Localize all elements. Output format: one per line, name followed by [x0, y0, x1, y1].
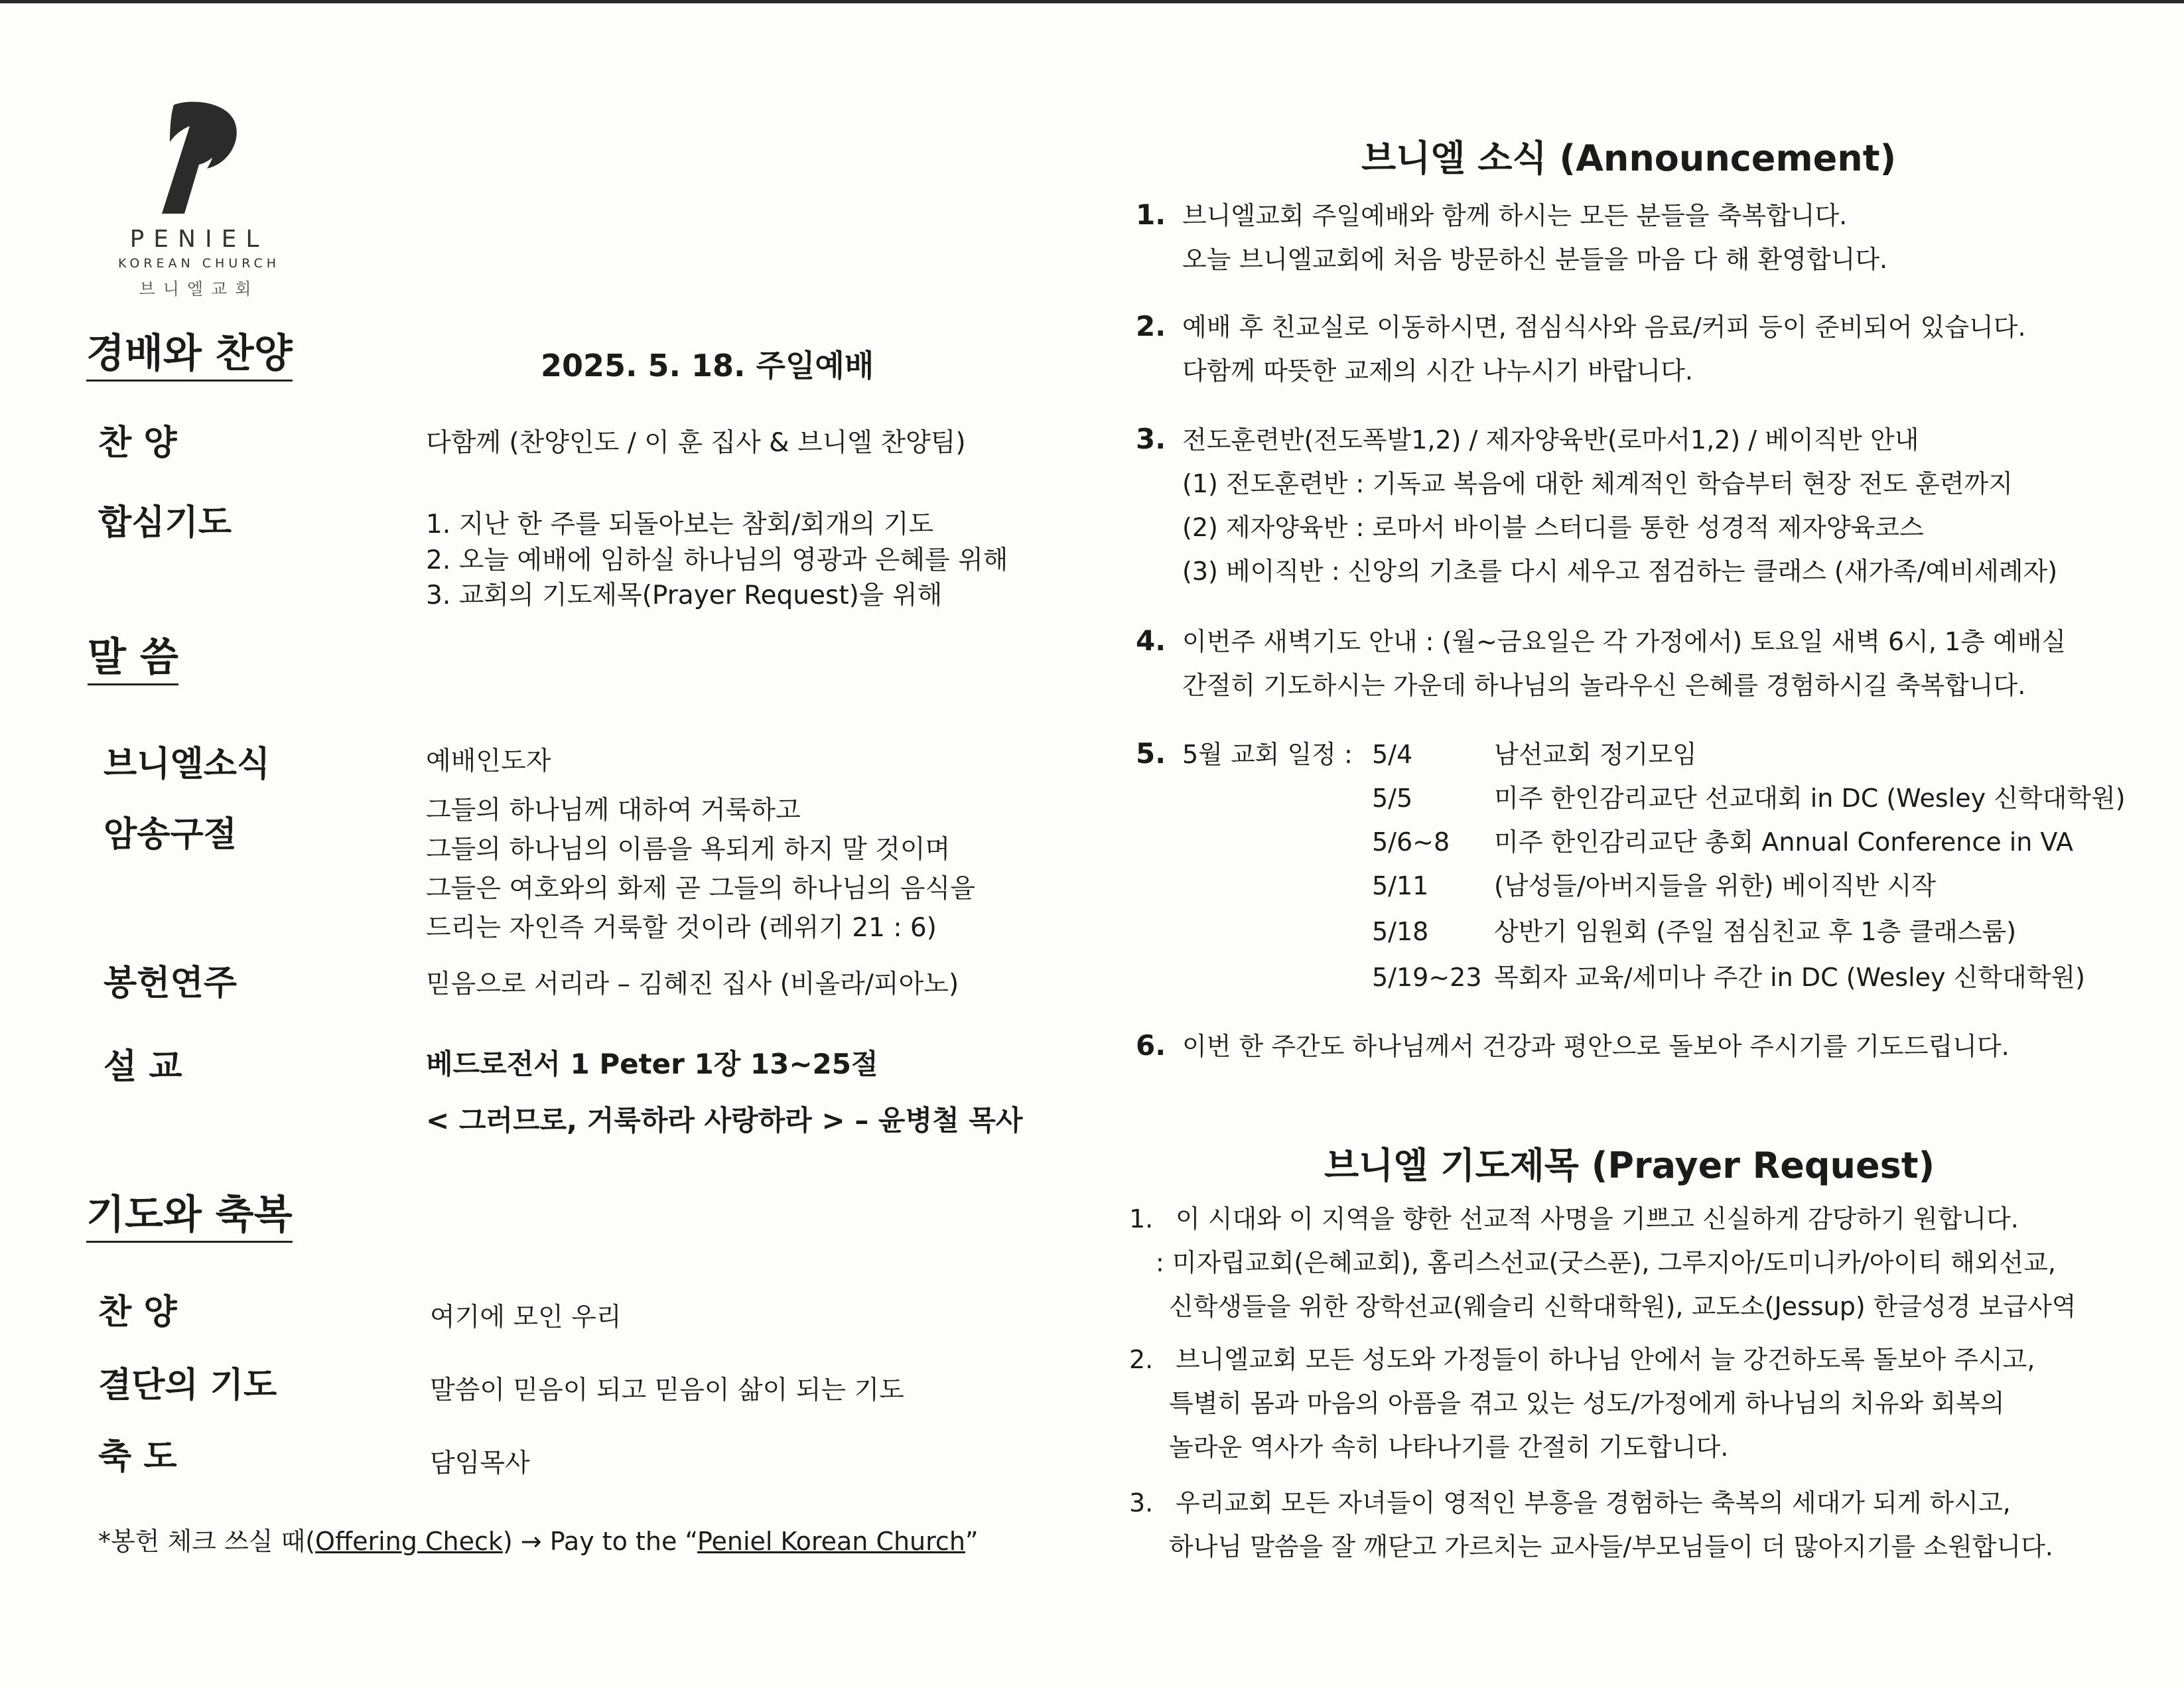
schedule-date: 5/6~8: [1372, 827, 1450, 857]
sermon-passage: 베드로전서 1 Peter 1장 13~25절: [426, 1048, 878, 1080]
note-church-name: Peniel Korean Church: [697, 1527, 965, 1556]
announcement-num-1: 1.: [1136, 198, 1166, 231]
memory-verse-line-1: 그들의 하나님께 대하여 거룩하고: [426, 796, 801, 825]
announcement-num-6: 6.: [1136, 1029, 1166, 1062]
schedule-event: 남선교회 정기모임: [1494, 740, 1697, 769]
announcement-2-line-2: 다함께 따뜻한 교제의 시간 나누시기 바랍니다.: [1182, 356, 1693, 386]
prayer-request-2-line-1: 브니엘교회 모든 성도와 가정들이 하나님 안에서 늘 강건하도록 돌보아 주시고,: [1176, 1345, 2035, 1374]
prayer-label: 합심기도: [98, 503, 232, 543]
church-logo: [100, 100, 299, 305]
prayer-request-num-2: 2.: [1129, 1345, 1154, 1374]
announcement-1-line-2: 오늘 브니엘교회에 처음 방문하신 분들을 마음 다 해 환영합니다.: [1182, 245, 1888, 274]
prayer-request-1-line-2: : 미자립교회(은혜교회), 홈리스선교(굿스푼), 그루지아/도미니카/아이티 해외선교,: [1156, 1248, 2056, 1277]
praise-label: 찬 양: [98, 423, 177, 463]
announcement-num-4: 4.: [1136, 624, 1166, 657]
praise2-label: 찬 양: [98, 1293, 177, 1332]
prayer-item-2: 2. 오늘 예배에 임하실 하나님의 영광과 은혜를 위해: [426, 545, 1008, 575]
note-prefix: *봉헌 체크 쓰실 때(: [98, 1527, 316, 1556]
announcement-3-line-2: (1) 전도훈련반 : 기독교 복음에 대한 체계적인 학습부터 현장 전도 훈련까지: [1182, 469, 2013, 498]
section-word-title: 말 씀: [88, 636, 178, 685]
sermon-title: < 그러므로, 거룩하라 사랑하라 > – 윤병철 목사: [426, 1104, 1023, 1137]
prayer-request-2-line-3: 놀라운 역사가 속히 나타나기를 간절히 기도합니다.: [1169, 1433, 1729, 1462]
schedule-date: 5/4: [1372, 740, 1413, 769]
offering-check-note: [98, 1521, 979, 1557]
schedule-event: 미주 한인감리교단 선교대회 in DC (Wesley 신학대학원): [1494, 784, 2126, 813]
announcement-3-line-1: 전도훈련반(전도폭발1,2) / 제자양육반(로마서1,2) / 베이직반 안내: [1182, 425, 1919, 455]
prayer-request-1-line-1: 이 시대와 이 지역을 향한 선교적 사명을 기쁘고 신실하게 감당하기 원합니다.: [1176, 1204, 2019, 1233]
announcement-4-line-1: 이번주 새벽기도 안내 : (월~금요일은 각 가정에서) 토요일 새벽 6시, 1층 예배실: [1182, 627, 2067, 656]
news-value: 예배인도자: [426, 746, 551, 776]
decision-prayer-value: 말씀이 믿음이 되고 믿음이 삶이 되는 기도: [430, 1375, 904, 1405]
prayer-request-3-line-1: 우리교회 모든 자녀들이 영적인 부흥을 경험하는 축복의 세대가 되게 하시고,: [1176, 1488, 2011, 1517]
prayer-request-title: 브니엘 기도제목 (Prayer Request): [1324, 1145, 1935, 1186]
praise-value: 다함께 (찬양인도 / 이 훈 집사 & 브니엘 찬양팀): [426, 428, 966, 458]
service-date: 2025. 5. 18. 주일예배: [541, 348, 874, 384]
schedule-date: 5/11: [1372, 871, 1429, 900]
announcement-num-5: 5.: [1136, 737, 1166, 770]
section-worship-title: 경배와 찬양: [86, 332, 293, 382]
memory-verse-label: 암송구절: [103, 815, 237, 855]
announcement-3-line-3: (2) 제자양육반 : 로마서 바이블 스터디를 통한 성경적 제자양육코스: [1182, 513, 1924, 542]
praise2-value: 여기에 모인 우리: [430, 1302, 622, 1332]
schedule-event: 미주 한인감리교단 총회 Annual Conference in VA: [1494, 827, 2073, 857]
schedule-date: 5/5: [1372, 784, 1413, 813]
note-mid: ) → Pay to the “: [502, 1527, 697, 1556]
memory-verse-line-3: 그들은 여호와의 화제 곧 그들의 하나님의 음식을: [426, 874, 975, 904]
announcement-3-line-4: (3) 베이직반 : 신앙의 기초를 다시 세우고 점검하는 클래스 (새가족/예비세례자): [1182, 557, 2058, 586]
offering-label: 봉헌연주: [103, 963, 237, 1003]
announcement-num-3: 3.: [1136, 423, 1166, 455]
prayer-request-num-3: 3.: [1129, 1488, 1154, 1517]
prayer-request-2-line-2: 특별히 몸과 마음의 아픔을 겪고 있는 성도/가정에게 하나님의 치유와 회복의: [1169, 1389, 2005, 1418]
benediction-value: 담임목사: [430, 1448, 530, 1478]
offering-value: 믿음으로 서리라 – 김혜진 집사 (비올라/피아노): [426, 969, 959, 999]
announcement-4-line-2: 간절히 기도하시는 가운데 하나님의 놀라우신 은혜를 경험하시길 축복합니다.: [1182, 671, 2026, 700]
memory-verse-line-4: 드리는 자인즉 거룩할 것이라 (레위기 21 : 6): [426, 913, 937, 943]
top-border: [0, 0, 2184, 3]
logo-name-en: PENIEL: [129, 226, 269, 253]
schedule-event: 상반기 임원회 (주일 점심친교 후 1층 클래스룸): [1494, 917, 2017, 946]
memory-verse-line-2: 그들의 하나님의 이름을 욕되게 하지 말 것이며: [426, 835, 951, 865]
logo-name-kr: 브니엘교회: [139, 279, 259, 299]
note-offering-check: Offering Check: [315, 1527, 503, 1556]
decision-prayer-label: 결단의 기도: [98, 1366, 277, 1405]
announcement-6-line-1: 이번 한 주간도 하나님께서 건강과 평안으로 돌보아 주시기를 기도드립니다.: [1182, 1032, 2010, 1061]
note-suffix: ”: [965, 1527, 979, 1556]
sermon-label: 설 교: [103, 1047, 182, 1087]
peniel-logo-icon: [146, 100, 252, 219]
logo-sub-en: KOREAN CHURCH: [117, 256, 281, 271]
benediction-label: 축 도: [98, 1437, 177, 1477]
section-blessing-title: 기도와 축복: [86, 1193, 293, 1243]
schedule-event: (남성들/아버지들을 위한) 베이직반 시작: [1494, 871, 1937, 900]
schedule-label: 5월 교회 일정 :: [1182, 740, 1353, 769]
announcement-2-line-1: 예배 후 친교실로 이동하시면, 점심식사와 음료/커피 등이 준비되어 있습니다.: [1182, 313, 2026, 342]
prayer-request-3-line-2: 하나님 말씀을 잘 깨닫고 가르치는 교사들/부모님들이 더 많아지기를 소원합니다.: [1169, 1532, 2053, 1561]
announcement-title: 브니엘 소식 (Announcement): [1361, 137, 1897, 179]
prayer-request-num-1: 1.: [1129, 1204, 1154, 1233]
news-label: 브니엘소식: [103, 744, 271, 784]
announcement-1-line-1: 브니엘교회 주일예배와 함께 하시는 모든 분들을 축복합니다.: [1182, 201, 1848, 230]
schedule-date: 5/19~23: [1372, 963, 1482, 992]
prayer-item-3: 3. 교회의 기도제목(Prayer Request)을 위해: [426, 581, 943, 610]
prayer-request-1-line-3: 신학생들을 위한 장학선교(웨슬리 신학대학원), 교도소(Jessup) 한글성경 보급사역: [1169, 1292, 2077, 1321]
schedule-event: 목회자 교육/세미나 주간 in DC (Wesley 신학대학원): [1494, 963, 2085, 992]
schedule-date: 5/18: [1372, 917, 1429, 946]
announcement-num-2: 2.: [1136, 310, 1166, 342]
prayer-item-1: 1. 지난 한 주를 되돌아보는 참회/회개의 기도: [426, 510, 934, 539]
